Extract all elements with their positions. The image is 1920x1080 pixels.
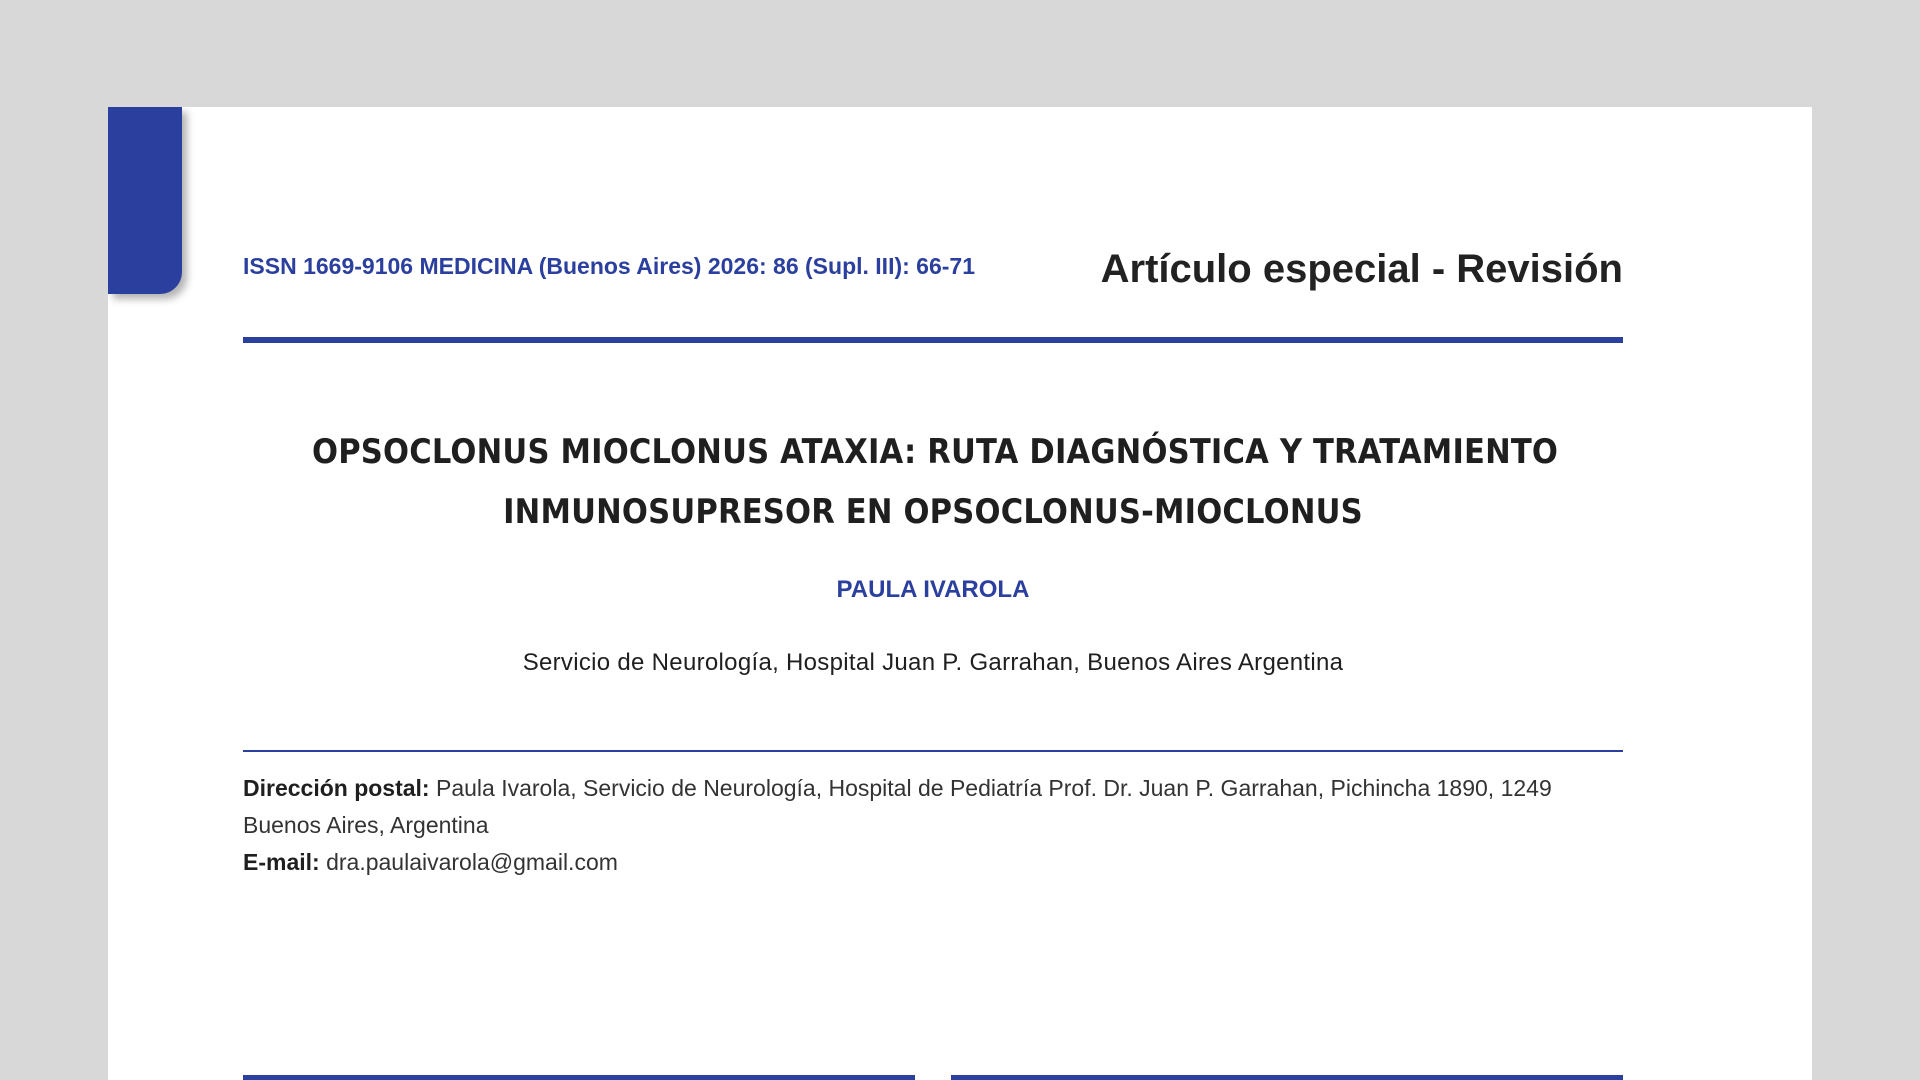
author-name: PAULA IVAROLA — [836, 576, 1030, 603]
postal-address — [243, 770, 1623, 844]
contact-block — [243, 770, 1623, 881]
left-column-divider — [243, 1075, 915, 1080]
journal-citation: ISSN 1669-9106 MEDICINA (Buenos Aires) 2026: 86 (Supl. III): 66-71 — [243, 253, 975, 279]
header-divider — [243, 337, 1623, 343]
right-column-divider — [951, 1075, 1623, 1080]
contact-divider — [243, 750, 1623, 752]
postal-address-value: Paula Ivarola, Servicio de Neurología, Hospital de Pediatría Prof. Dr. Juan P. Garrahan, Pichincha 1890, 1249 Buenos Aires, Argentina — [243, 775, 1552, 838]
article-title-line-1: OPSOCLONUS MIOCLONUS ATAXIA: RUTA DIAGNÓSTICA Y TRATAMIENTO — [312, 432, 1559, 472]
email — [243, 844, 1623, 881]
article-type-heading: Artículo especial - Revisión — [1100, 247, 1623, 291]
email-link[interactable]: dra.paulaivarola@gmail.com — [326, 849, 618, 875]
postal-address-label: Dirección postal: — [243, 775, 430, 801]
author-affiliation: Servicio de Neurología, Hospital Juan P. Garrahan, Buenos Aires Argentina — [522, 649, 1344, 676]
email-label: E-mail: — [243, 849, 320, 875]
journal-corner-tab — [108, 107, 182, 294]
article-title-line-2: INMUNOSUPRESOR EN OPSOCLONUS-MIOCLONUS — [503, 492, 1363, 532]
document-page — [108, 107, 1812, 1080]
article-title — [243, 422, 1623, 542]
